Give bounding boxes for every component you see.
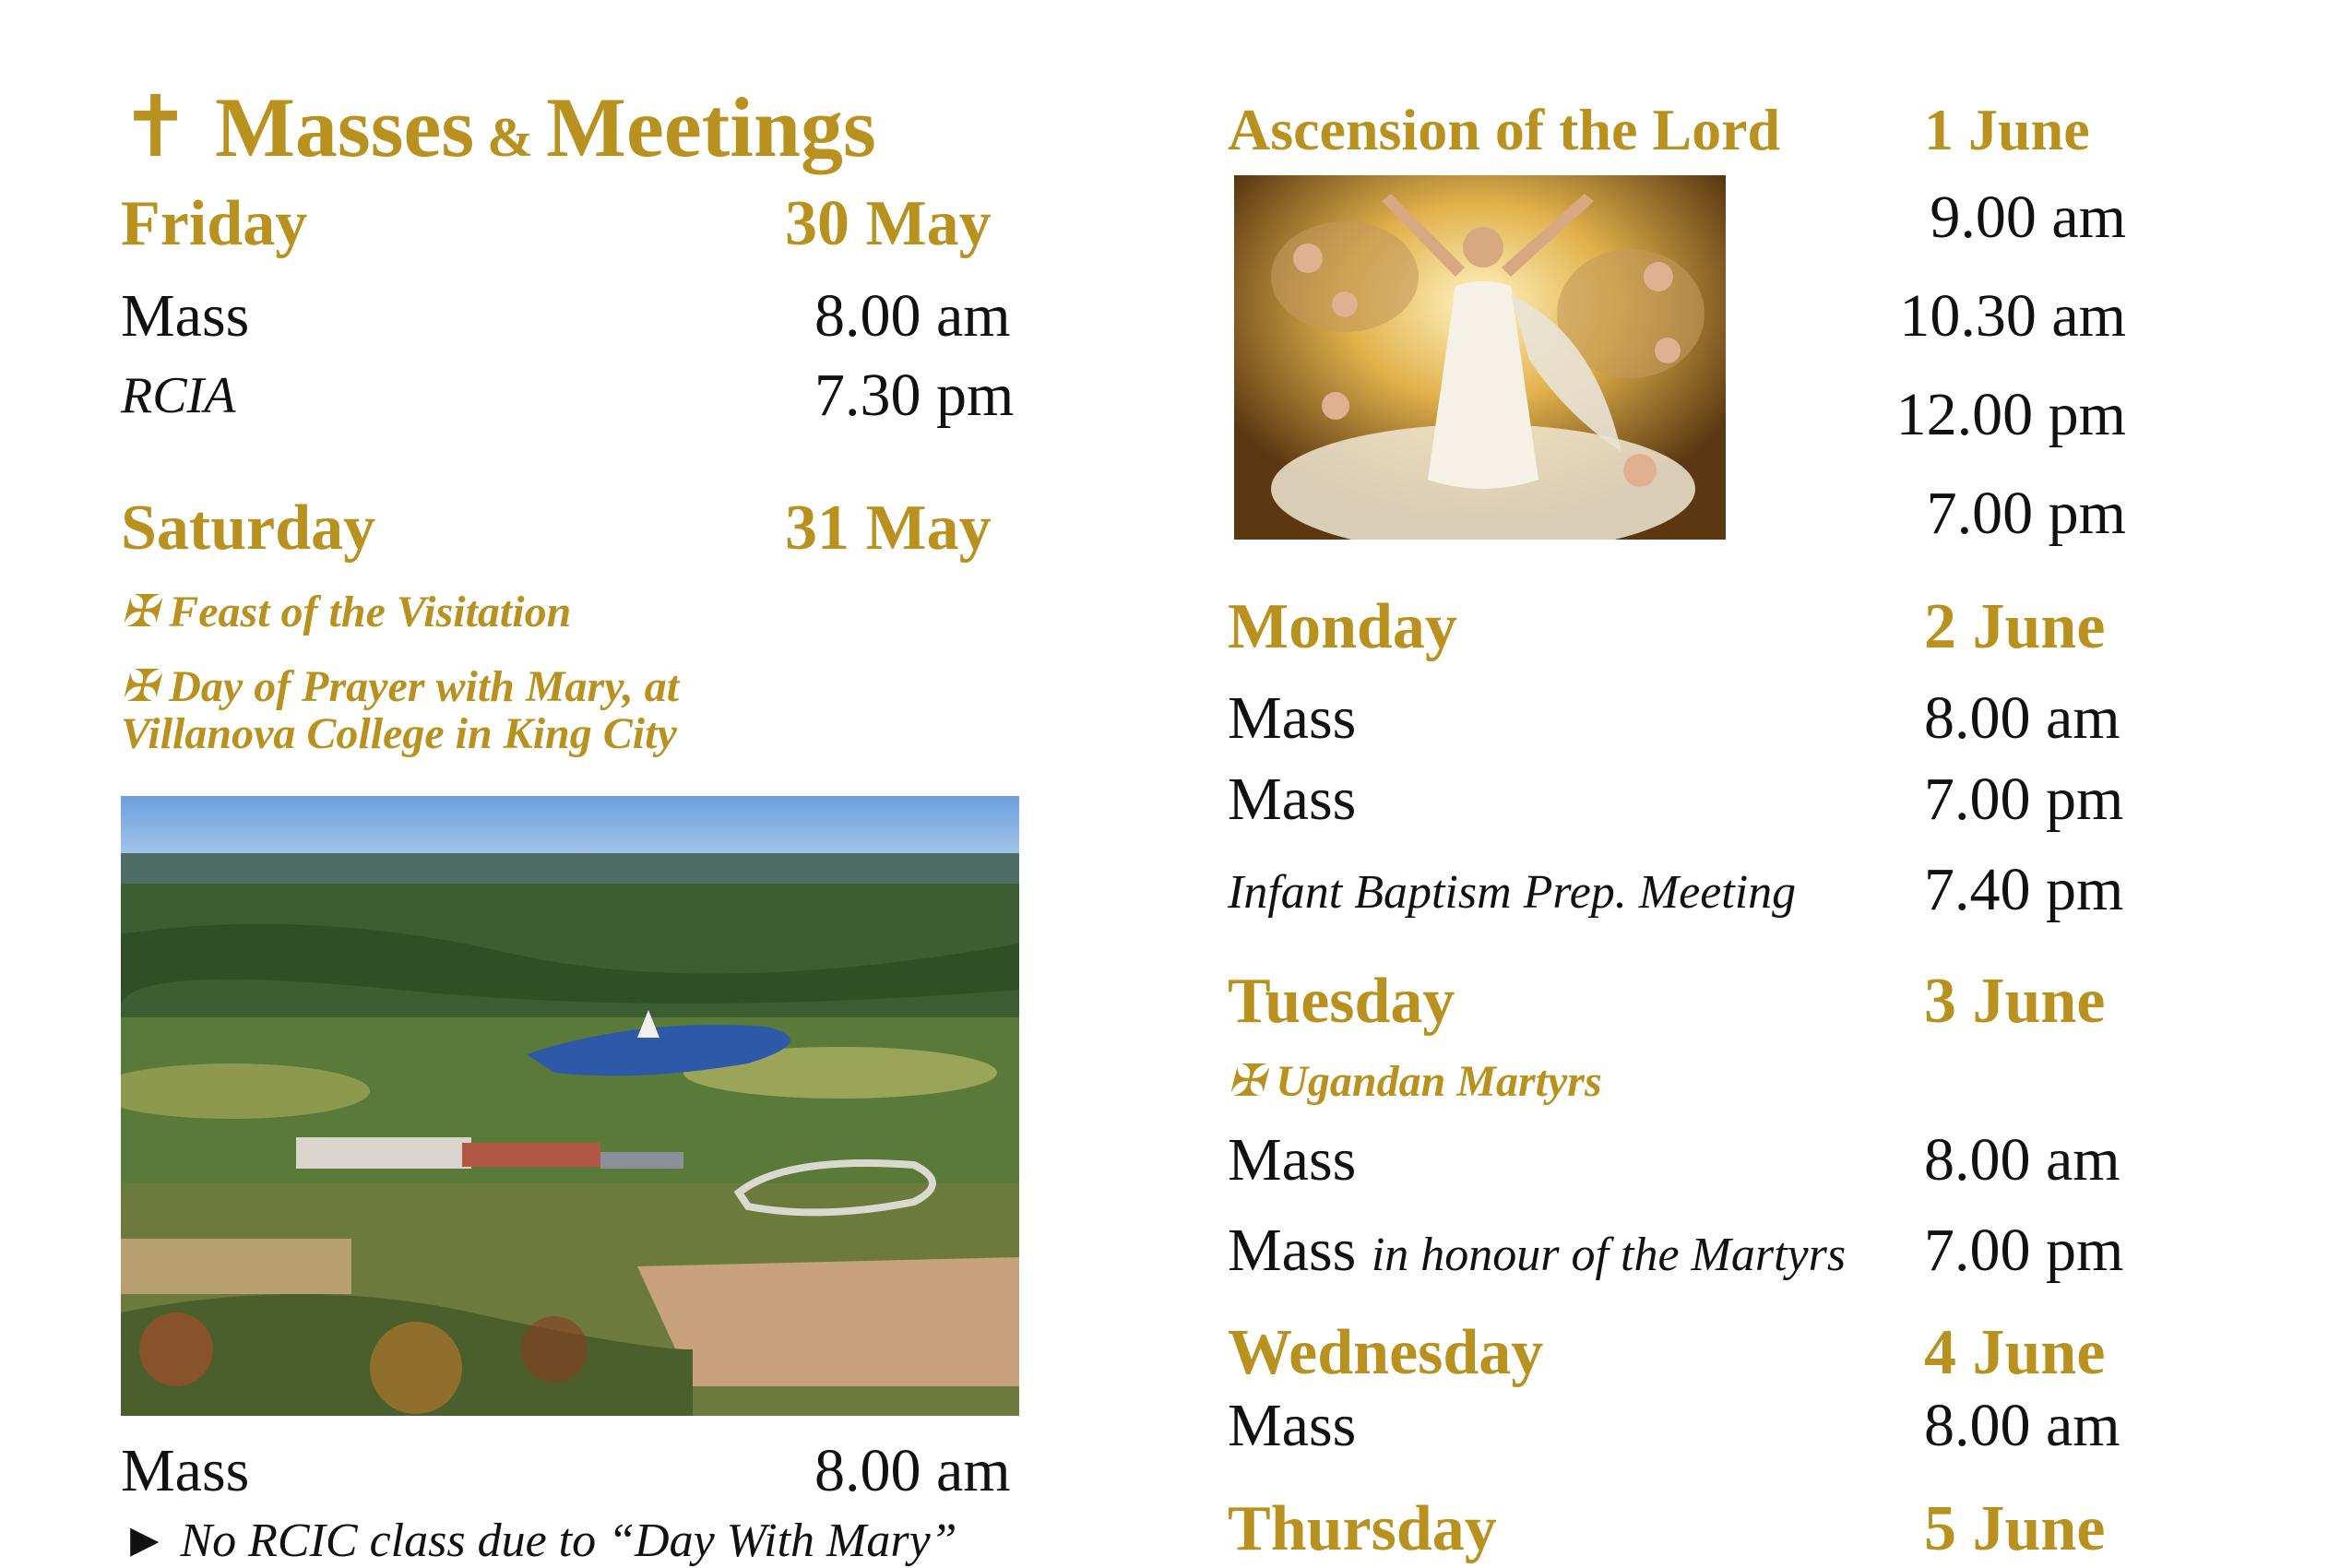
monday-mass1-label: Mass [1228,684,1357,752]
friday-mass-label: Mass [121,282,250,350]
monday-mass1-time: 8.00 am [1924,684,2120,752]
tuesday-note: ✠ Ugandan Martyrs [1228,1057,1602,1106]
wednesday-heading: Wednesday [1228,1317,1544,1388]
saturday-footnote: ► No RCIC class due to “Day With Mary” [121,1515,957,1567]
monday-baptism-time: 7.40 pm [1924,856,2124,923]
saturday-note-visitation: ✠ Feast of the Visitation [121,588,572,636]
tuesday-heading: Tuesday [1228,966,1455,1037]
ascension-date: 1 June [1924,97,2090,162]
monday-date: 2 June [1924,591,2106,662]
ascension-painting-image [1234,175,1726,540]
ascension-time-1: 9.00 am [1930,184,2126,251]
maltese-cross-icon: ✠ [121,662,170,711]
ascension-time-2: 10.30 am [1899,282,2126,350]
saturday-mass-label: Mass [121,1437,250,1504]
saturday-date: 31 May [785,493,992,564]
friday-rcia-time: 7.30 pm [814,362,1015,429]
monday-mass2-label: Mass [1228,766,1357,833]
ascension-heading: Ascension of the Lord [1228,97,1781,162]
tuesday-mass1-label: Mass [1228,1126,1357,1194]
cross-icon: ✝ [120,80,192,174]
tuesday-mass2-label: Mass in honour of the Martyrs [1228,1217,1847,1284]
ascension-time-3: 12.00 pm [1895,381,2126,448]
monday-mass2-time: 7.00 pm [1924,766,2124,833]
tuesday-mass1-time: 8.00 am [1924,1126,2120,1194]
wednesday-date: 4 June [1924,1317,2106,1388]
maltese-cross-icon: ✠ [121,588,170,636]
wednesday-mass-time: 8.00 am [1924,1392,2120,1459]
saturday-note-day-of-prayer: ✠ Day of Prayer with Mary, at [121,662,680,711]
saturday-note-villanova: Villanova College in King City [121,709,677,758]
friday-date: 30 May [785,188,992,259]
thursday-date: 5 June [1924,1493,2106,1564]
monday-heading: Monday [1228,591,1457,662]
monday-baptism-label: Infant Baptism Prep. Meeting [1228,866,1797,919]
tuesday-date: 3 June [1924,966,2106,1037]
saturday-mass-time: 8.00 am [814,1437,1011,1504]
friday-mass-time: 8.00 am [814,282,1011,350]
aerial-landscape-image [121,796,1019,1416]
tuesday-mass2-time: 7.00 pm [1924,1217,2124,1284]
thursday-heading: Thursday [1228,1493,1497,1564]
saturday-heading: Saturday [121,493,376,564]
friday-rcia-label: RCIA [121,367,236,424]
arrow-icon: ► [121,1515,181,1567]
ascension-time-4: 7.00 pm [1926,480,2126,547]
maltese-cross-icon: ✠ [1228,1057,1277,1106]
wednesday-mass-label: Mass [1228,1392,1357,1459]
page-title: ✝ Masses & Meetings [120,80,876,174]
friday-heading: Friday [121,188,308,259]
